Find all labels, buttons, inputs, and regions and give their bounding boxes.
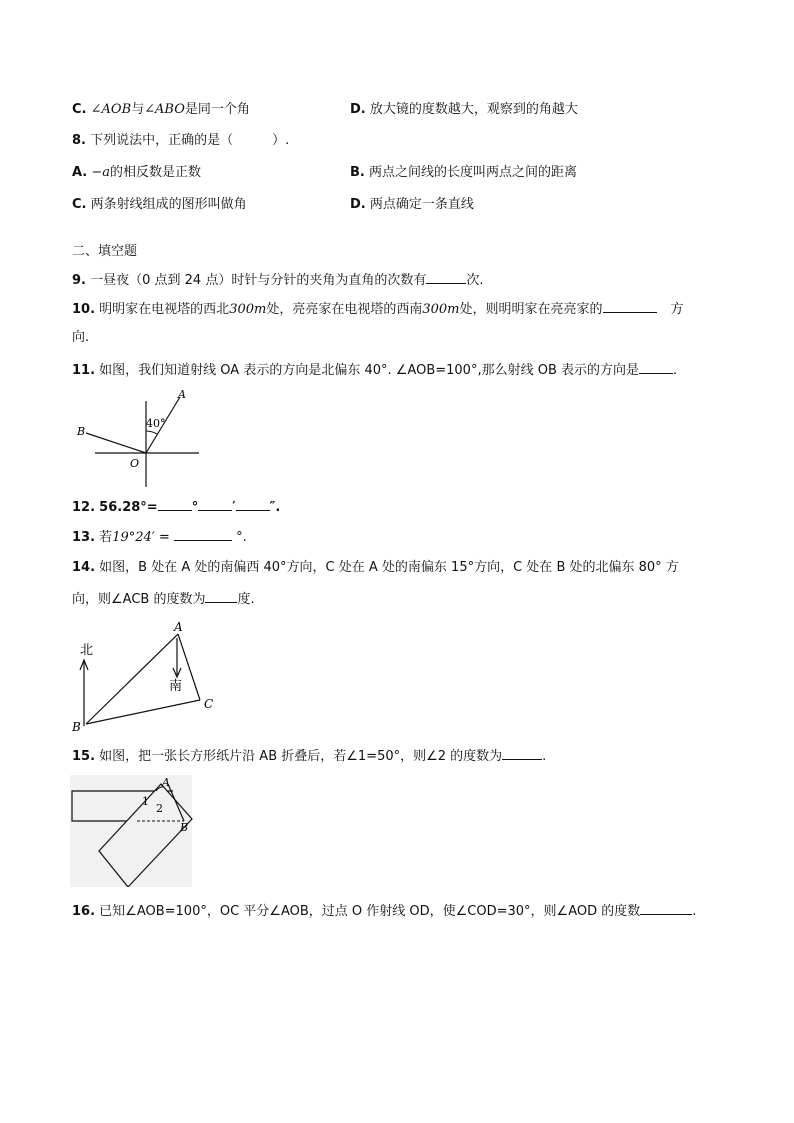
question-text: 一昼夜（0 点到 24 点）时针与分针的夹角为直角的次数有: [90, 273, 427, 288]
q11-figure: [70, 385, 210, 490]
north-label: 北: [80, 643, 94, 658]
question-13: [72, 528, 247, 547]
question-text: .: [673, 363, 678, 378]
question-16: [72, 902, 696, 921]
label-a: A: [178, 388, 186, 401]
question-text: .: [692, 904, 697, 919]
option-label: C.: [72, 102, 87, 117]
segment-bc: [86, 700, 200, 724]
answer-blank[interactable]: [158, 498, 192, 511]
question-text: 处，则明明家在亮亮家的: [459, 302, 603, 317]
question-text: 56.28°=: [99, 500, 158, 515]
option-label: D.: [350, 102, 366, 117]
question-8-stem: [72, 132, 289, 150]
question-text: 如图，我们知道射线 OA 表示的方向是北偏东 40°. ∠AOB=100°,那么射线 OB 表示的方向是: [99, 363, 639, 378]
answer-blank[interactable]: [426, 271, 466, 284]
answer-blank[interactable]: [198, 498, 232, 511]
question-10-line2: [72, 329, 89, 347]
q7-option-d: [350, 101, 578, 119]
q14-figure: [66, 618, 226, 733]
question-text: ″.: [269, 500, 281, 515]
q8-option-a: [72, 164, 201, 182]
answer-blank[interactable]: [639, 361, 673, 374]
answer-blank[interactable]: [640, 902, 692, 915]
q7-option-c: [72, 101, 250, 119]
question-14-line1: [72, 559, 679, 577]
ray-ob: [86, 433, 146, 453]
angle-label: 40°: [146, 417, 166, 430]
label-a: A: [162, 776, 170, 789]
math-expression: −a: [91, 165, 111, 180]
question-text: 若: [99, 530, 113, 545]
question-text: .: [542, 749, 547, 764]
label-o: O: [130, 457, 140, 470]
question-text: =: [158, 530, 170, 545]
label-a: A: [174, 620, 183, 634]
math-expression: ∠AOB: [90, 102, 132, 117]
question-text: °.: [236, 530, 247, 545]
question-text: 如图，把一张长方形纸片沿 AB 折叠后，若∠1=50°，则∠2 的度数为: [99, 749, 503, 764]
option-label: D.: [350, 197, 366, 212]
math-expression: ∠ABO: [144, 102, 185, 117]
option-text: 放大镜的度数越大，观察到的角越大: [369, 102, 578, 117]
angle-arc: [146, 431, 157, 434]
option-text: 两点确定一条直线: [369, 197, 474, 212]
option-text: 的相反数是正数: [110, 165, 202, 180]
question-text: 次.: [466, 273, 484, 288]
question-10-line1: [72, 300, 684, 319]
question-text: °: [191, 500, 199, 515]
label-b: B: [72, 720, 81, 733]
label-c: C: [204, 697, 214, 711]
question-number: 8.: [72, 133, 86, 148]
south-label: 南: [169, 679, 183, 694]
question-14-line2: [72, 590, 255, 609]
math-expression: 19°24′: [112, 530, 155, 545]
q8-option-d: [350, 196, 474, 214]
question-9: [72, 271, 483, 290]
option-label: B.: [350, 165, 365, 180]
question-text: 度.: [237, 592, 255, 607]
answer-blank[interactable]: [603, 300, 657, 313]
question-number: 16.: [72, 904, 96, 919]
option-text: 两点之间线的长度叫两点之间的距离: [369, 165, 578, 180]
question-text: 如图，B 处在 A 处的南偏西 40°方向，C 处在 A 处的南偏东 15°方向，C 处在 B 处的北偏东 80° 方: [99, 560, 679, 575]
question-number: 15.: [72, 749, 96, 764]
q8-option-b: [350, 164, 577, 182]
q8-option-c: [72, 196, 247, 214]
question-text: ′: [232, 500, 236, 515]
question-text: 下列说法中，正确的是（ ）.: [90, 133, 290, 148]
math-expression: 300m: [422, 302, 460, 317]
question-text: 已知∠AOB=100°，OC 平分∠AOB，过点 O 作射线 OD，使∠COD=30°，则∠AOD 的度数: [99, 904, 641, 919]
label-b: B: [180, 821, 189, 834]
math-expression: 300m: [229, 302, 267, 317]
question-text: 处，亮亮家在电视塔的西南: [266, 302, 423, 317]
option-text: 两条射线组成的图形叫做角: [90, 197, 247, 212]
question-12: [72, 498, 280, 517]
angle-1-label: 1: [142, 795, 149, 808]
question-text: 向.: [72, 330, 90, 345]
question-number: 11.: [72, 363, 96, 378]
question-11: [72, 361, 677, 380]
answer-blank[interactable]: [502, 747, 542, 760]
question-number: 13.: [72, 530, 96, 545]
option-label: C.: [72, 197, 87, 212]
q15-figure: [70, 775, 195, 887]
question-15: [72, 747, 546, 766]
answer-blank[interactable]: [205, 590, 237, 603]
label-b: B: [77, 425, 86, 438]
question-number: 10.: [72, 302, 96, 317]
segment-ba: [86, 634, 178, 724]
section-heading: 二、填空题: [72, 244, 138, 259]
question-number: 14.: [72, 560, 96, 575]
question-number: 9.: [72, 273, 86, 288]
option-text: 是同一个角: [184, 102, 250, 117]
question-number: 12.: [72, 500, 96, 515]
option-text: 与: [131, 102, 145, 117]
question-text: 方: [670, 302, 684, 317]
answer-blank[interactable]: [236, 498, 270, 511]
question-text: 向，则∠ACB 的度数为: [72, 592, 206, 607]
answer-blank[interactable]: [174, 528, 232, 541]
option-label: A.: [72, 165, 88, 180]
question-text: 明明家在电视塔的西北: [99, 302, 230, 317]
angle-2-label: 2: [156, 802, 163, 815]
